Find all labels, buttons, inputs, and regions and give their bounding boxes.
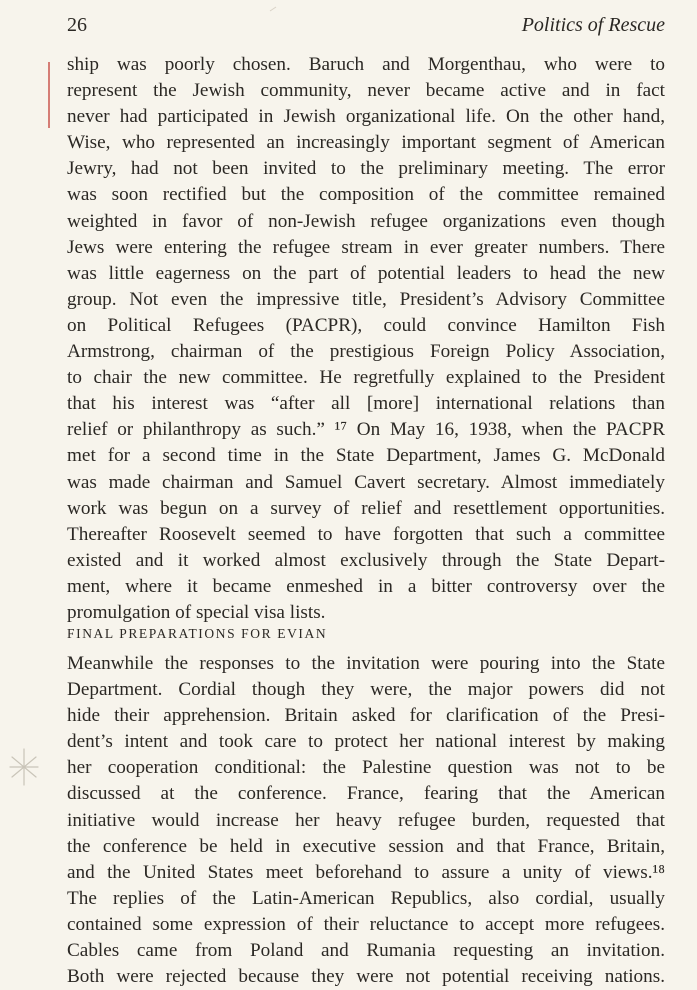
- text-line: the conference be held in executive session and that France, Britain,: [67, 835, 665, 857]
- text-line: Wise, who represented an increasingly important segment of American: [67, 132, 665, 154]
- text-line: weighted in favor of non-Jewish refugee organizations even though: [67, 210, 665, 232]
- text-line: Cables came from Poland and Rumania requesting an invitation.: [67, 940, 665, 962]
- text-line: contained some expression of their reluctance to accept more refugees.: [67, 913, 665, 935]
- text-line: Jews were entering the refugee stream in ever greater numbers. There: [67, 236, 665, 258]
- text-line: ship was poorly chosen. Baruch and Morgenthau, who were to: [67, 54, 665, 75]
- text-line: represent the Jewish community, never became active and in fact: [67, 80, 665, 102]
- text-line: never had participated in Jewish organizational life. On the other hand,: [67, 106, 665, 128]
- text-line: Both were rejected because they were not potential receiving nations.: [67, 966, 665, 988]
- text-line: and the United States meet beforehand to assure a unity of views.¹⁸: [67, 861, 665, 883]
- text-line: promulgation of special visa lists.: [67, 601, 326, 623]
- text-line: dent’s intent and took care to protect her national interest by making: [67, 731, 665, 753]
- text-line: hide their apprehension. Britain asked for clarification of the Presi-: [67, 705, 665, 727]
- text-line: The replies of the Latin-American Republics, also cordial, usually: [67, 887, 665, 909]
- text-line: Armstrong, chairman of the prestigious Foreign Policy Association,: [67, 341, 665, 363]
- text-line: group. Not even the impressive title, President’s Advisory Committee: [67, 288, 665, 310]
- text-line: met for a second time in the State Department, James G. McDonald: [67, 445, 665, 467]
- text-line: Department. Cordial though they were, the major powers did not: [67, 679, 665, 701]
- page-number: 26: [67, 14, 87, 36]
- text-line: ment, where it became enmeshed in a bitter controversy over the: [67, 575, 665, 597]
- text-line: was made chairman and Samuel Cavert secretary. Almost immediately: [67, 471, 665, 493]
- text-line: existed and it worked almost exclusively through the State Depart-: [67, 549, 665, 571]
- section-heading: FINAL PREPARATIONS FOR EVIAN: [67, 626, 328, 641]
- text-line: was little eagerness on the part of potential leaders to head the new: [67, 262, 665, 284]
- pin-mark-icon: [268, 0, 278, 8]
- text-line: initiative would increase her heavy refugee burden, requested that: [67, 809, 665, 831]
- text-line: relief or philanthropy as such.” ¹⁷ On May 16, 1938, when the PACPR: [67, 419, 665, 441]
- text-line: Jewry, had not been invited to the preliminary meeting. The error: [67, 158, 665, 180]
- paragraph-1: [67, 52, 665, 626]
- text-line: her cooperation conditional: the Palestine question was not to be: [67, 757, 665, 779]
- text-line: that his interest was “after all [more] international relations than: [67, 393, 665, 415]
- margin-pencil-mark-icon: [48, 62, 50, 128]
- running-title: Politics of Rescue: [521, 14, 665, 36]
- text-line: was soon rectified but the composition of the committee remained: [67, 184, 665, 206]
- text-line: Thereafter Roosevelt seemed to have forgotten that such a committee: [67, 523, 665, 545]
- text-line: work was begun on a survey of relief and resettlement opportunities.: [67, 497, 665, 519]
- text-line: Meanwhile the responses to the invitation were pouring into the State: [67, 653, 665, 674]
- paragraph-2: [67, 651, 665, 990]
- asterisk-margin-mark-icon: [8, 745, 40, 789]
- text-line: to chair the new committee. He regretfully explained to the President: [67, 367, 665, 389]
- running-head: [67, 14, 665, 42]
- text-line: discussed at the conference. France, fearing that the American: [67, 783, 665, 805]
- text-line: on Political Refugees (PACPR), could convince Hamilton Fish: [67, 314, 665, 336]
